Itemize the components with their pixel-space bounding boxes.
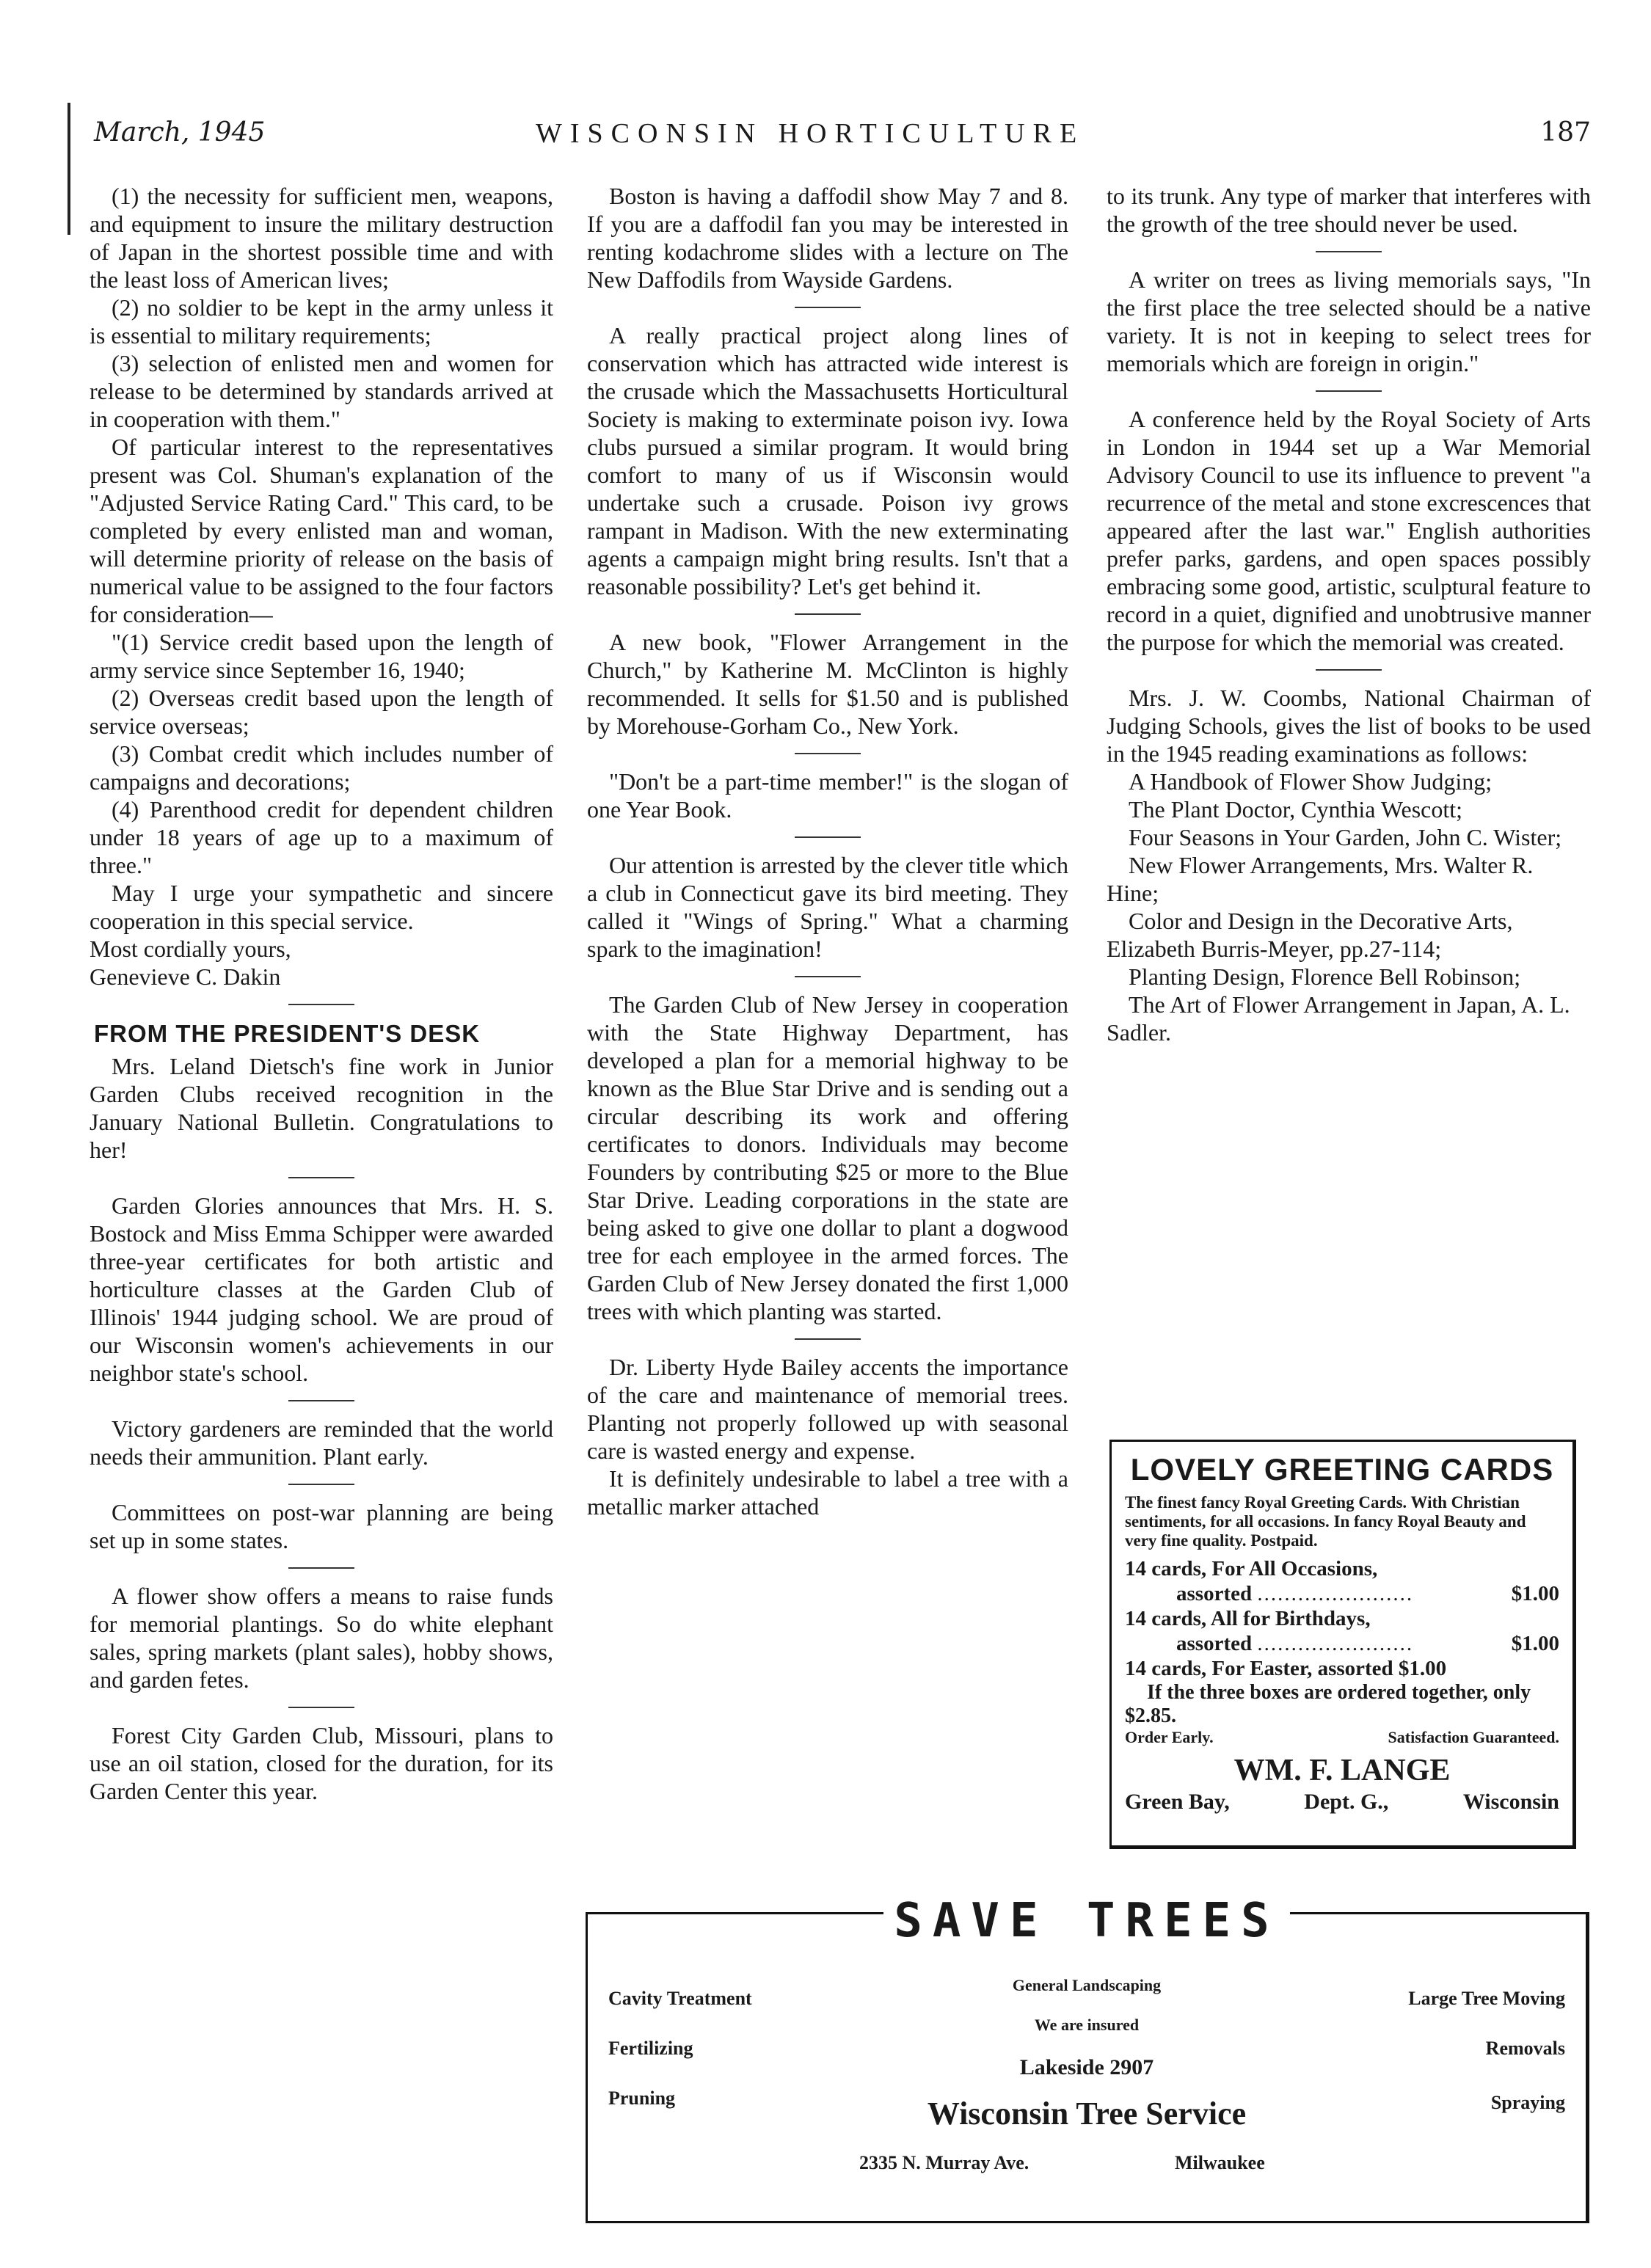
divider <box>795 836 861 838</box>
divider <box>795 1338 861 1340</box>
ad-item: 14 cards, All for Birthdays, <box>1125 1607 1371 1630</box>
ad-item: 14 cards, For All Occasions, <box>1125 1557 1378 1580</box>
ad-offer: If the three boxes are ordered together, only $2.85. <box>1125 1681 1531 1727</box>
signature: Genevieve C. Dakin <box>90 963 281 990</box>
paragraph: (2) Overseas credit based upon the length of service overseas; <box>90 685 553 739</box>
ad-price: $1.00 <box>1511 1582 1559 1605</box>
paragraph: (1) the necessity for sufficient men, weapons, and equipment to insure the military destruction of Japan in the shortest possible time and with the least loss of American lives; <box>90 183 553 293</box>
divider <box>288 1004 354 1005</box>
paragraph: Mrs. Leland Dietsch's fine work in Junior Garden Clubs received recognition in the January National Bulletin. Congratulations to her! <box>90 1053 553 1163</box>
paragraph: It is definitely undesirable to label a tree with a metallic marker attached <box>587 1465 1068 1520</box>
book-item: Four Seasons in Your Garden, John C. Wister; <box>1129 824 1562 850</box>
service-spraying: Spraying <box>1490 2092 1565 2113</box>
paragraph: A really practical project along lines of conservation which has attracted wide interest is the crusade which the Massachusetts Horticultural Society is making to exterminate poison ivy. Iowa clubs pursued a similar program. It would bring comfort to many of us if Wisconsin would undertake such a crusade. Poison ivy grows rampant in Madison. With the new exterminating agents a campaign might bring results. Isn't that a reasonable possibility? Let's get behind it. <box>587 322 1068 599</box>
divider <box>1316 669 1382 671</box>
ad-blurb: The finest fancy Royal Greeting Cards. With Christian sentiments, for all occasions. In fancy Royal Beauty and very fine quality. Postpaid. <box>1125 1493 1526 1550</box>
ad-item-label: assorted <box>1176 1582 1253 1605</box>
book-item: Color and Design in the Decorative Arts, Elizabeth Burris-Meyer, pp.27-114; <box>1107 908 1513 962</box>
paragraph: Boston is having a daffodil show May 7 and 8. If you are a daffodil fan you may be interested in renting kodachrome slides with a lecture on The New Daffodils from Wayside Gardens. <box>587 183 1068 293</box>
phone-number: Lakeside 2907 <box>1019 2055 1154 2079</box>
book-item: The Art of Flower Arrangement in Japan, A. L. Sadler. <box>1107 991 1570 1046</box>
ad-item-label: assorted <box>1176 1632 1253 1655</box>
divider <box>795 753 861 754</box>
seller-address <box>1125 1790 1559 1815</box>
book-item: New Flower Arrangements, Mrs. Walter R. Hine; <box>1107 852 1534 906</box>
service-fertilizing: Fertilizing <box>608 2038 693 2059</box>
company-address: 2335 N. Murray Ave. <box>859 2152 1029 2173</box>
section-heading: FROM THE PRESIDENT'S DESK <box>94 1020 481 1047</box>
book-item: Planting Design, Florence Bell Robinson; <box>1129 963 1521 990</box>
paragraph: "(1) Service credit based upon the length of army service since September 16, 1940; <box>90 629 553 683</box>
book-item: A Handbook of Flower Show Judging; <box>1129 768 1493 795</box>
journal-title: WISCONSIN HORTICULTURE <box>536 118 1085 149</box>
service-landscaping: General Landscaping <box>1012 1976 1162 1994</box>
service-cavity: Cavity Treatment <box>608 1988 752 2009</box>
paragraph: A new book, "Flower Arrangement in the Church," by Katherine M. McClinton is highly recommended. It sells for $1.50 and is published by Morehouse-Gorham Co., New York. <box>587 629 1068 739</box>
margin-rule <box>68 103 70 235</box>
paragraph: (2) no soldier to be kept in the army unless it is essential to military requirements; <box>90 294 553 349</box>
divider <box>288 1707 354 1708</box>
issue-date: March, 1945 <box>94 117 266 147</box>
guarantee: Satisfaction Guaranteed. <box>1388 1728 1559 1746</box>
company-name: Wisconsin Tree Service <box>927 2096 1247 2132</box>
paragraph: Garden Glories announces that Mrs. H. S. Bostock and Miss Emma Schipper were awarded three-year certificates for both artistic and horticulture classes at the Garden Club of Illinois' 1944 judging school. We are proud of our Wisconsin women's achievements in our neighbor state's school. <box>90 1192 553 1386</box>
ad-price: $1.00 <box>1511 1632 1559 1655</box>
paragraph: Our attention is arrested by the clever title which a club in Connecticut gave its bird meeting. They called it "Wings of Spring." What a charming spark to the imagination! <box>587 852 1068 962</box>
seller-name: WM. F. LANGE <box>1233 1754 1451 1787</box>
divider <box>288 1400 354 1401</box>
paragraph: May I urge your sympathetic and sincere cooperation in this special service. <box>90 880 553 934</box>
greeting-cards-ad <box>1109 1440 1576 1849</box>
insured-note: We are insured <box>1034 2016 1140 2034</box>
seller-state: Wisconsin <box>1462 1790 1559 1814</box>
ad-headline: LOVELY GREETING CARDS <box>1130 1452 1554 1487</box>
divider <box>795 307 861 308</box>
company-city: Milwaukee <box>1175 2152 1265 2173</box>
service-removals: Removals <box>1485 2038 1565 2059</box>
divider <box>288 1177 354 1178</box>
paragraph: A writer on trees as living memorials says, "In the first place the tree selected should be a native variety. It is not in keeping to select trees for memorials which are foreign in origin." <box>1107 266 1591 376</box>
book-item: The Plant Doctor, Cynthia Wescott; <box>1129 796 1463 823</box>
paragraph: (3) Combat credit which includes number of campaigns and decorations; <box>90 740 553 795</box>
seller-dept: Dept. G., <box>1304 1790 1389 1814</box>
paragraph: (3) selection of enlisted men and women for release to be determined by standards arrived at in cooperation with them." <box>90 350 553 432</box>
divider <box>1316 390 1382 392</box>
service-pruning: Pruning <box>608 2087 676 2109</box>
paragraph: (4) Parenthood credit for dependent children under 18 years of age up to a maximum of three." <box>90 796 553 878</box>
paragraph: "Don't be a part-time member!" is the slogan of one Year Book. <box>587 768 1068 823</box>
paragraph: A flower show offers a means to raise funds for memorial plantings. So do white elephant sales, spring markets (plant sales), hobby shows, and garden fetes. <box>90 1583 553 1693</box>
ad-item-line: assorted ....................... $1.00 <box>1176 1582 1559 1605</box>
paragraph: The Garden Club of New Jersey in cooperation with the State Highway Department, has developed a plan for a memorial highway to be known as the Blue Star Drive and is sending out a circular describing its work and offering certificates to donors. Individuals may become Founders by contributing $25 or more to the Blue Star Drive. Leading corporations in the state are being asked to give one dollar to plant a dogwood tree for each employee in the armed forces. The Garden Club of New Jersey donated the first 1,000 trees with which planting was started. <box>587 991 1068 1324</box>
divider <box>795 976 861 977</box>
ad-banner <box>588 1894 1586 1948</box>
column-2 <box>587 182 1068 1520</box>
paragraph: Committees on post-war planning are being set up in some states. <box>90 1499 553 1553</box>
divider <box>1316 251 1382 252</box>
column-3 <box>1107 182 1591 1046</box>
ad-item-line: assorted ....................... $1.00 <box>1176 1632 1559 1655</box>
divider <box>795 613 861 615</box>
paragraph: Forest City Garden Club, Missouri, plans to use an oil station, closed for the duration, for its Garden Center this year. <box>90 1722 553 1804</box>
save-trees-ad <box>586 1894 1589 2223</box>
paragraph: Dr. Liberty Hyde Bailey accents the importance of the care and maintenance of memorial trees. Planting not properly followed up with seasonal care is wasted energy and expense. <box>587 1354 1068 1464</box>
ad-terms <box>1125 1728 1559 1747</box>
paragraph: to its trunk. Any type of marker that interferes with the growth of the tree should never be used. <box>1107 183 1591 237</box>
divider <box>288 1484 354 1485</box>
closing: Most cordially yours, <box>90 936 291 962</box>
ad-item: 14 cards, For Easter, assorted $1.00 <box>1125 1657 1447 1680</box>
page-number: 187 <box>1540 117 1591 147</box>
column-1 <box>90 182 553 1805</box>
order-early: Order Early. <box>1125 1728 1214 1746</box>
paragraph: Of particular interest to the representatives present was Col. Shuman's explanation of the "Adjusted Service Rating Card." This card, to be completed by every enlisted man and woman, will determine priority of release on the basis of numerical value to be assigned to the four factors for consideration— <box>90 434 553 627</box>
service-tree-moving: Large Tree Moving <box>1408 1988 1565 2009</box>
ad-banner-text: SAVE TREES <box>883 1894 1289 1948</box>
paragraph: A conference held by the Royal Society of Arts in London in 1944 set up a War Memorial Advisory Council to use its influence to prevent "a recurrence of the metal and stone excrescences that appeared after the last war." English authorities prefer parks, gardens, and open spaces possibly embracing some good, artistic, sculptural feature to record in a quiet, dignified and unobtrusive manner the purpose for which the memorial was created. <box>1107 406 1591 655</box>
seller-city: Green Bay, <box>1125 1790 1230 1814</box>
divider <box>288 1567 354 1569</box>
paragraph: Mrs. J. W. Coombs, National Chairman of Judging Schools, gives the list of books to be used in the 1945 reading examinations as follows: <box>1107 685 1591 767</box>
paragraph: Victory gardeners are reminded that the world needs their ammunition. Plant early. <box>90 1415 553 1470</box>
